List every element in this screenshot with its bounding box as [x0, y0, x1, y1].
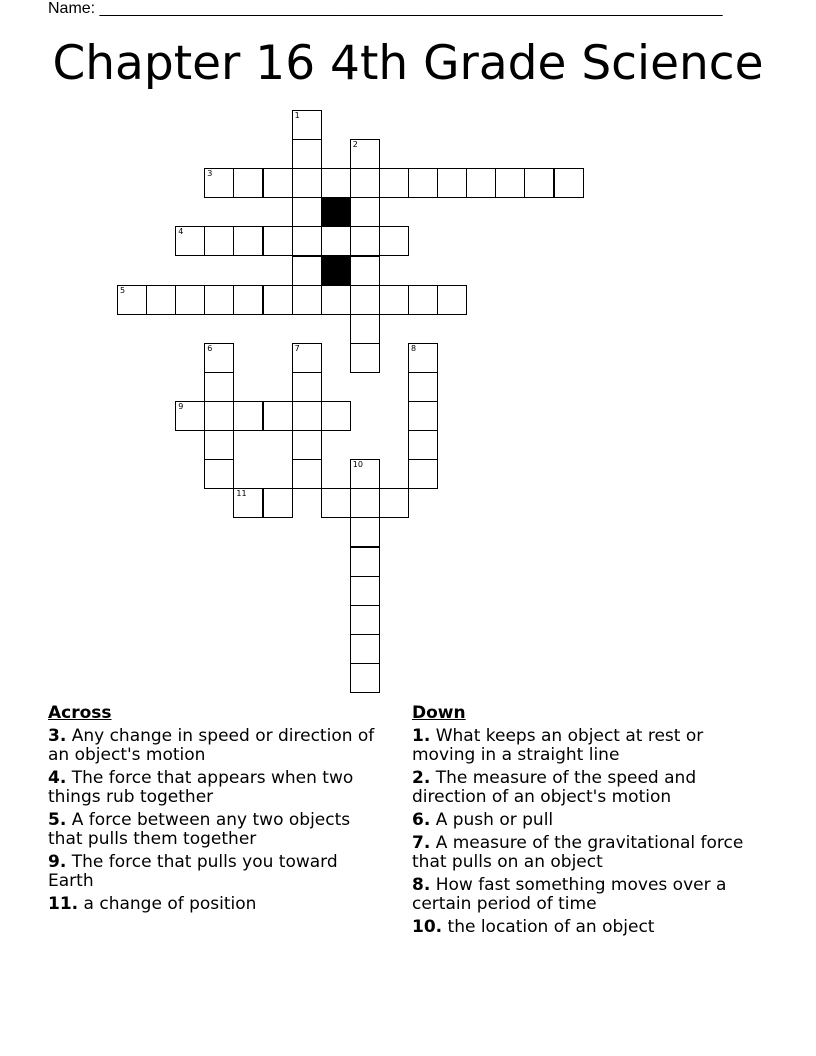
clue-number-label: 5	[120, 285, 126, 295]
clue-down-1	[412, 727, 757, 765]
grid-cell[interactable]	[204, 459, 234, 489]
grid-cell[interactable]	[321, 401, 351, 431]
grid-cell[interactable]	[408, 430, 438, 460]
clue-text: What keeps an object at rest or moving in a straight line	[412, 726, 704, 765]
grid-cell[interactable]	[292, 285, 322, 315]
clue-text: A force between any two objects that pulls them together	[48, 810, 351, 849]
grid-cell[interactable]	[350, 343, 380, 373]
clue-across-11	[48, 895, 383, 914]
grid-cell[interactable]	[292, 197, 322, 227]
grid-cell[interactable]	[350, 459, 380, 489]
grid-cell[interactable]	[175, 226, 205, 256]
grid-cell[interactable]	[233, 168, 263, 198]
clue-text: The force that pulls you toward Earth	[48, 852, 338, 891]
grid-cell[interactable]	[292, 372, 322, 402]
grid-cell[interactable]	[204, 168, 234, 198]
grid-cell[interactable]	[408, 401, 438, 431]
clue-number-label: 7	[294, 343, 300, 353]
grid-cell[interactable]	[321, 168, 351, 198]
grid-cell[interactable]	[292, 110, 322, 140]
grid-cell[interactable]	[554, 168, 584, 198]
grid-cell[interactable]	[292, 343, 322, 373]
grid-cell[interactable]	[350, 576, 380, 606]
down-clues	[412, 704, 757, 941]
grid-cell[interactable]	[292, 139, 322, 169]
clue-number: 11.	[48, 894, 79, 914]
blocked-cell	[321, 197, 351, 227]
grid-cell[interactable]	[204, 430, 234, 460]
grid-cell[interactable]	[117, 285, 147, 315]
clue-number-label: 9	[178, 402, 184, 411]
grid-cell[interactable]	[379, 285, 409, 315]
clue-down-6	[412, 811, 757, 830]
grid-cell[interactable]	[263, 168, 293, 198]
grid-cell[interactable]	[350, 547, 380, 577]
grid-cell[interactable]	[204, 285, 234, 315]
grid-cell[interactable]	[350, 605, 380, 635]
grid-cell[interactable]	[233, 401, 263, 431]
grid-cell[interactable]	[175, 401, 205, 431]
clue-across-5	[48, 811, 383, 849]
clue-text: The force that appears when two things rub together	[48, 768, 354, 807]
grid-cell[interactable]	[350, 139, 380, 169]
clue-text: A measure of the gravitational force that pulls on an object	[412, 833, 744, 872]
grid-cell[interactable]	[233, 488, 263, 518]
across-clues	[48, 704, 383, 918]
clue-number: 8.	[412, 875, 431, 895]
grid-cell[interactable]	[321, 226, 351, 256]
grid-cell[interactable]	[292, 459, 322, 489]
grid-cell[interactable]	[524, 168, 554, 198]
clue-down-7	[412, 834, 757, 872]
grid-cell[interactable]	[350, 517, 380, 547]
grid-cell[interactable]	[408, 459, 438, 489]
grid-cell[interactable]	[350, 168, 380, 198]
across-heading: Across	[48, 703, 112, 723]
grid-cell[interactable]	[292, 226, 322, 256]
grid-cell[interactable]	[292, 168, 322, 198]
grid-cell[interactable]	[292, 430, 322, 460]
name-line: Name: ______________________________________________________________________	[48, 0, 723, 17]
clue-number-label: 10	[352, 460, 363, 470]
grid-cell[interactable]	[292, 256, 322, 286]
grid-cell[interactable]	[379, 226, 409, 256]
clue-across-3	[48, 727, 383, 765]
clue-number: 5.	[48, 810, 67, 830]
grid-cell[interactable]	[350, 226, 380, 256]
clue-number-label: 2	[352, 140, 358, 150]
clue-down-2	[412, 769, 757, 807]
grid-cell[interactable]	[292, 401, 322, 431]
grid-cell[interactable]	[321, 488, 351, 518]
grid-cell[interactable]	[233, 226, 263, 256]
grid-cell[interactable]	[263, 488, 293, 518]
clue-down-10	[412, 918, 757, 937]
grid-cell[interactable]	[350, 285, 380, 315]
clue-number-label: 8	[411, 343, 417, 353]
clue-number: 1.	[412, 726, 431, 746]
grid-cell[interactable]	[379, 488, 409, 518]
clue-number: 4.	[48, 768, 67, 788]
grid-cell[interactable]	[350, 634, 380, 664]
grid-cell[interactable]	[466, 168, 496, 198]
clue-number: 3.	[48, 726, 67, 746]
grid-cell[interactable]	[379, 168, 409, 198]
down-heading: Down	[412, 703, 466, 723]
clue-number-label: 6	[207, 343, 213, 353]
clue-text: A push or pull	[430, 810, 554, 830]
grid-cell[interactable]	[146, 285, 176, 315]
clue-text: a change of position	[78, 894, 257, 914]
clue-down-8	[412, 876, 757, 914]
grid-cell[interactable]	[263, 226, 293, 256]
grid-cell[interactable]	[204, 401, 234, 431]
clue-number-label: 4	[178, 227, 184, 237]
clue-text: How fast something moves over a certain period of time	[412, 875, 727, 914]
clue-text: the location of an object	[442, 917, 655, 937]
grid-cell[interactable]	[263, 401, 293, 431]
clue-number: 7.	[412, 833, 431, 853]
clue-number-label: 3	[207, 169, 213, 179]
grid-cell[interactable]	[408, 343, 438, 373]
clue-number-label: 1	[294, 111, 300, 120]
grid-cell[interactable]	[437, 168, 467, 198]
clue-number: 6.	[412, 810, 431, 830]
grid-cell[interactable]	[350, 314, 380, 344]
clue-number: 9.	[48, 852, 67, 872]
grid-cell[interactable]	[204, 226, 234, 256]
clue-across-9	[48, 853, 383, 891]
grid-cell[interactable]	[321, 285, 351, 315]
clue-across-4	[48, 769, 383, 807]
grid-cell[interactable]	[204, 372, 234, 402]
grid-cell[interactable]	[350, 256, 380, 286]
clue-number: 10.	[412, 917, 443, 937]
grid-cell[interactable]	[408, 285, 438, 315]
grid-cell[interactable]	[437, 285, 467, 315]
clue-number-label: 11	[236, 489, 247, 499]
grid-cell[interactable]	[350, 488, 380, 518]
grid-cell[interactable]	[495, 168, 525, 198]
clue-number: 2.	[412, 768, 431, 788]
clue-text: Any change in speed or direction of an object's motion	[48, 726, 375, 765]
blocked-cell	[321, 256, 351, 286]
grid-cell[interactable]	[408, 168, 438, 198]
clue-text: The measure of the speed and direction of an object's motion	[412, 768, 697, 807]
grid-cell[interactable]	[233, 285, 263, 315]
grid-cell[interactable]	[350, 663, 380, 693]
grid-cell[interactable]	[408, 372, 438, 402]
grid-cell[interactable]	[204, 343, 234, 373]
page-title: Chapter 16 4th Grade Science	[52, 36, 764, 91]
grid-cell[interactable]	[175, 285, 205, 315]
grid-cell[interactable]	[350, 197, 380, 227]
grid-cell[interactable]	[263, 285, 293, 315]
